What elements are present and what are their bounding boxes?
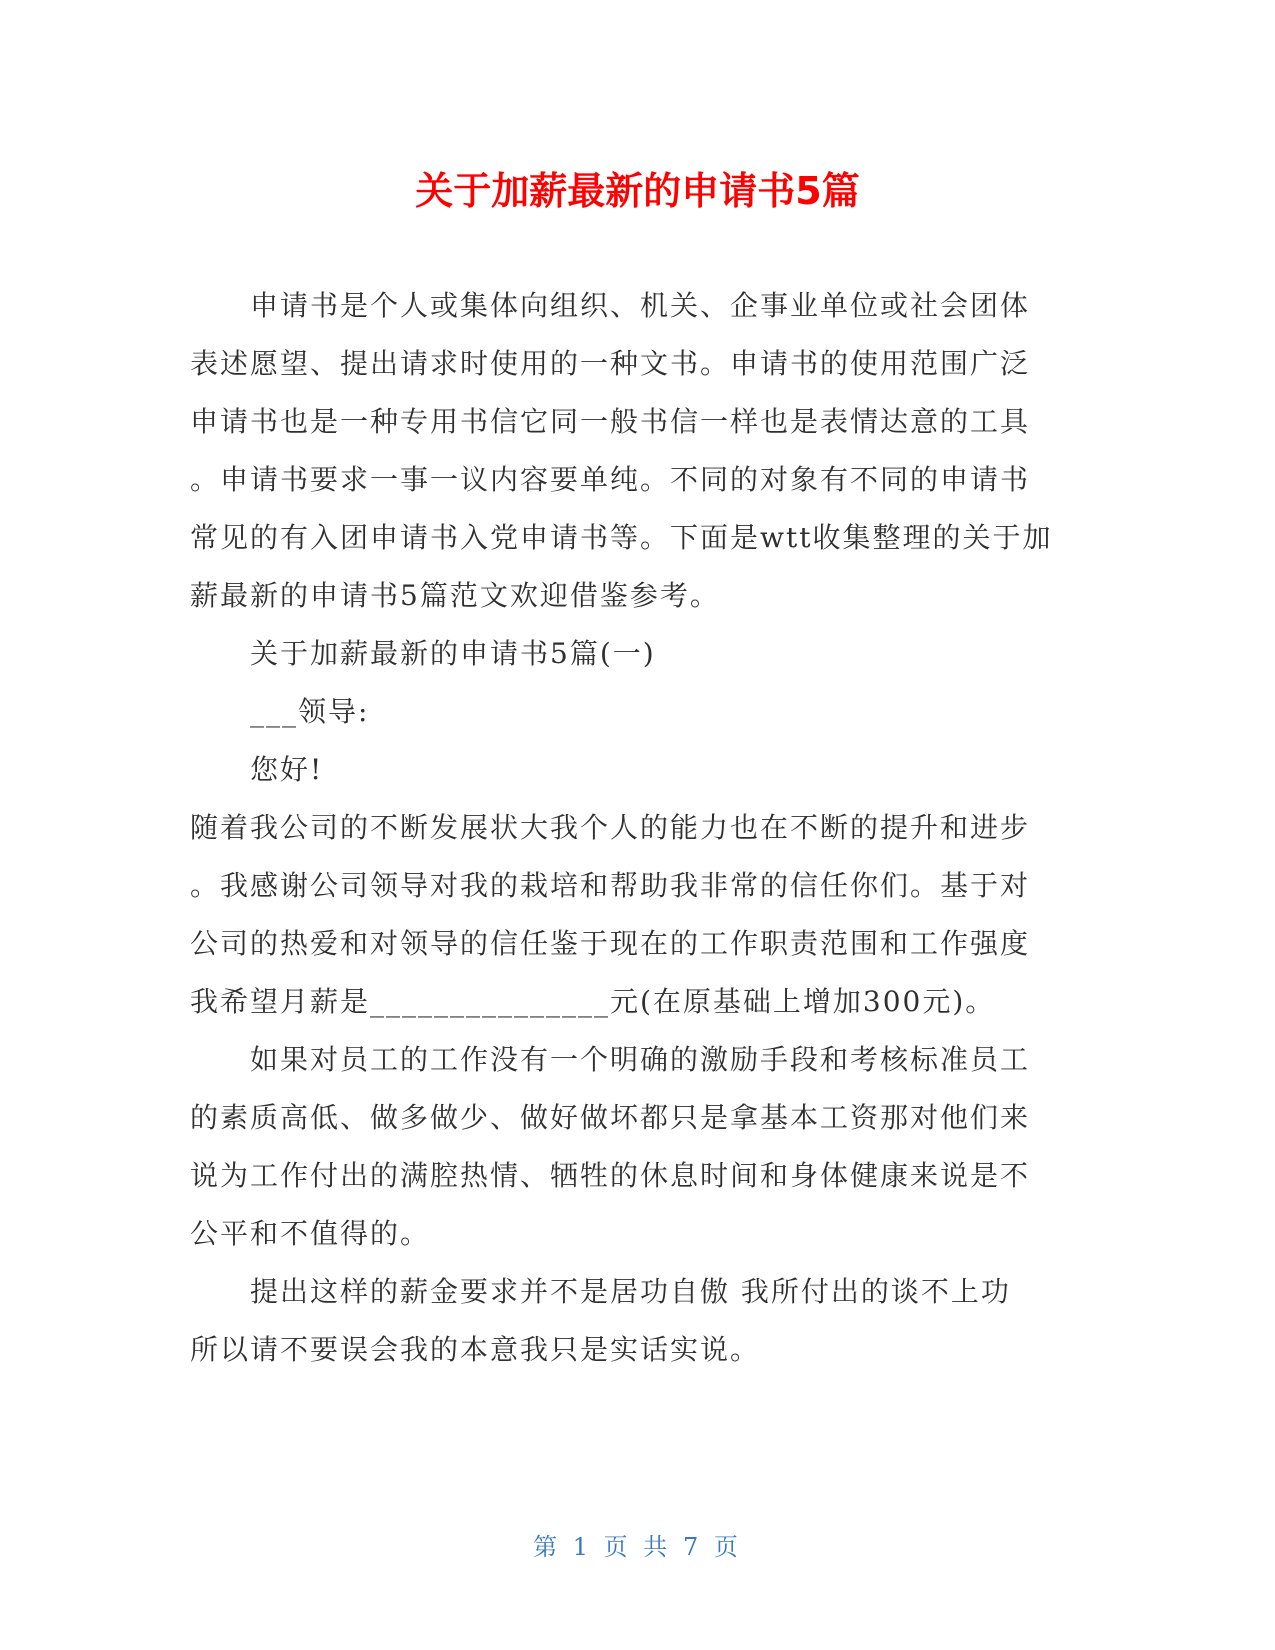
section-heading: 关于加薪最新的申请书5篇(一) xyxy=(250,637,656,670)
paragraph-line: 申请书也是一种专用书信它同一般书信一样也是表情达意的工具 xyxy=(190,405,1031,438)
paragraph-line: 如果对员工的工作没有一个明确的激励手段和考核标准员工 xyxy=(250,1043,1031,1076)
paragraph-line: 的素质高低、做多做少、做好做坏都只是拿基本工资那对他们来 xyxy=(190,1101,1031,1134)
paragraph-line: 公司的热爱和对领导的信任鉴于现在的工作职责范围和工作强度 xyxy=(190,927,1031,960)
paragraph-line: 申请书是个人或集体向组织、机关、企事业单位或社会团体 xyxy=(250,289,1031,322)
paragraph-line: 随着我公司的不断发展状大我个人的能力也在不断的提升和进步 xyxy=(190,811,1031,844)
greeting-line: 您好! xyxy=(250,753,324,786)
paragraph-line: 常见的有入团申请书入党申请书等。下面是wtt收集整理的关于加 xyxy=(190,521,1053,554)
paragraph-line: 。我感谢公司领导对我的栽培和帮助我非常的信任你们。基于对 xyxy=(190,869,1031,902)
paragraph-line: 提出这样的薪金要求并不是居功自傲 我所付出的谈不上功 xyxy=(250,1275,1011,1308)
document-title: 关于加薪最新的申请书5篇 xyxy=(415,169,860,213)
page-number-footer: 第 1 页 共 7 页 xyxy=(533,1533,742,1561)
paragraph-line: 所以请不要误会我的本意我只是实话实说。 xyxy=(190,1333,761,1366)
paragraph-line: 说为工作付出的满腔热情、牺牲的休息时间和身体健康来说是不 xyxy=(190,1159,1031,1192)
paragraph-line: 公平和不值得的。 xyxy=(190,1217,431,1250)
salutation-line: ___领导: xyxy=(250,695,370,728)
paragraph-line: 薪最新的申请书5篇范文欢迎借鉴参考。 xyxy=(190,579,720,612)
paragraph-line: 我希望月薪是_______________元(在原基础上增加300元)。 xyxy=(190,985,996,1018)
paragraph-line: 。申请书要求一事一议内容要单纯。不同的对象有不同的申请书 xyxy=(190,463,1031,496)
paragraph-line: 表述愿望、提出请求时使用的一种文书。申请书的使用范围广泛 xyxy=(190,347,1031,380)
